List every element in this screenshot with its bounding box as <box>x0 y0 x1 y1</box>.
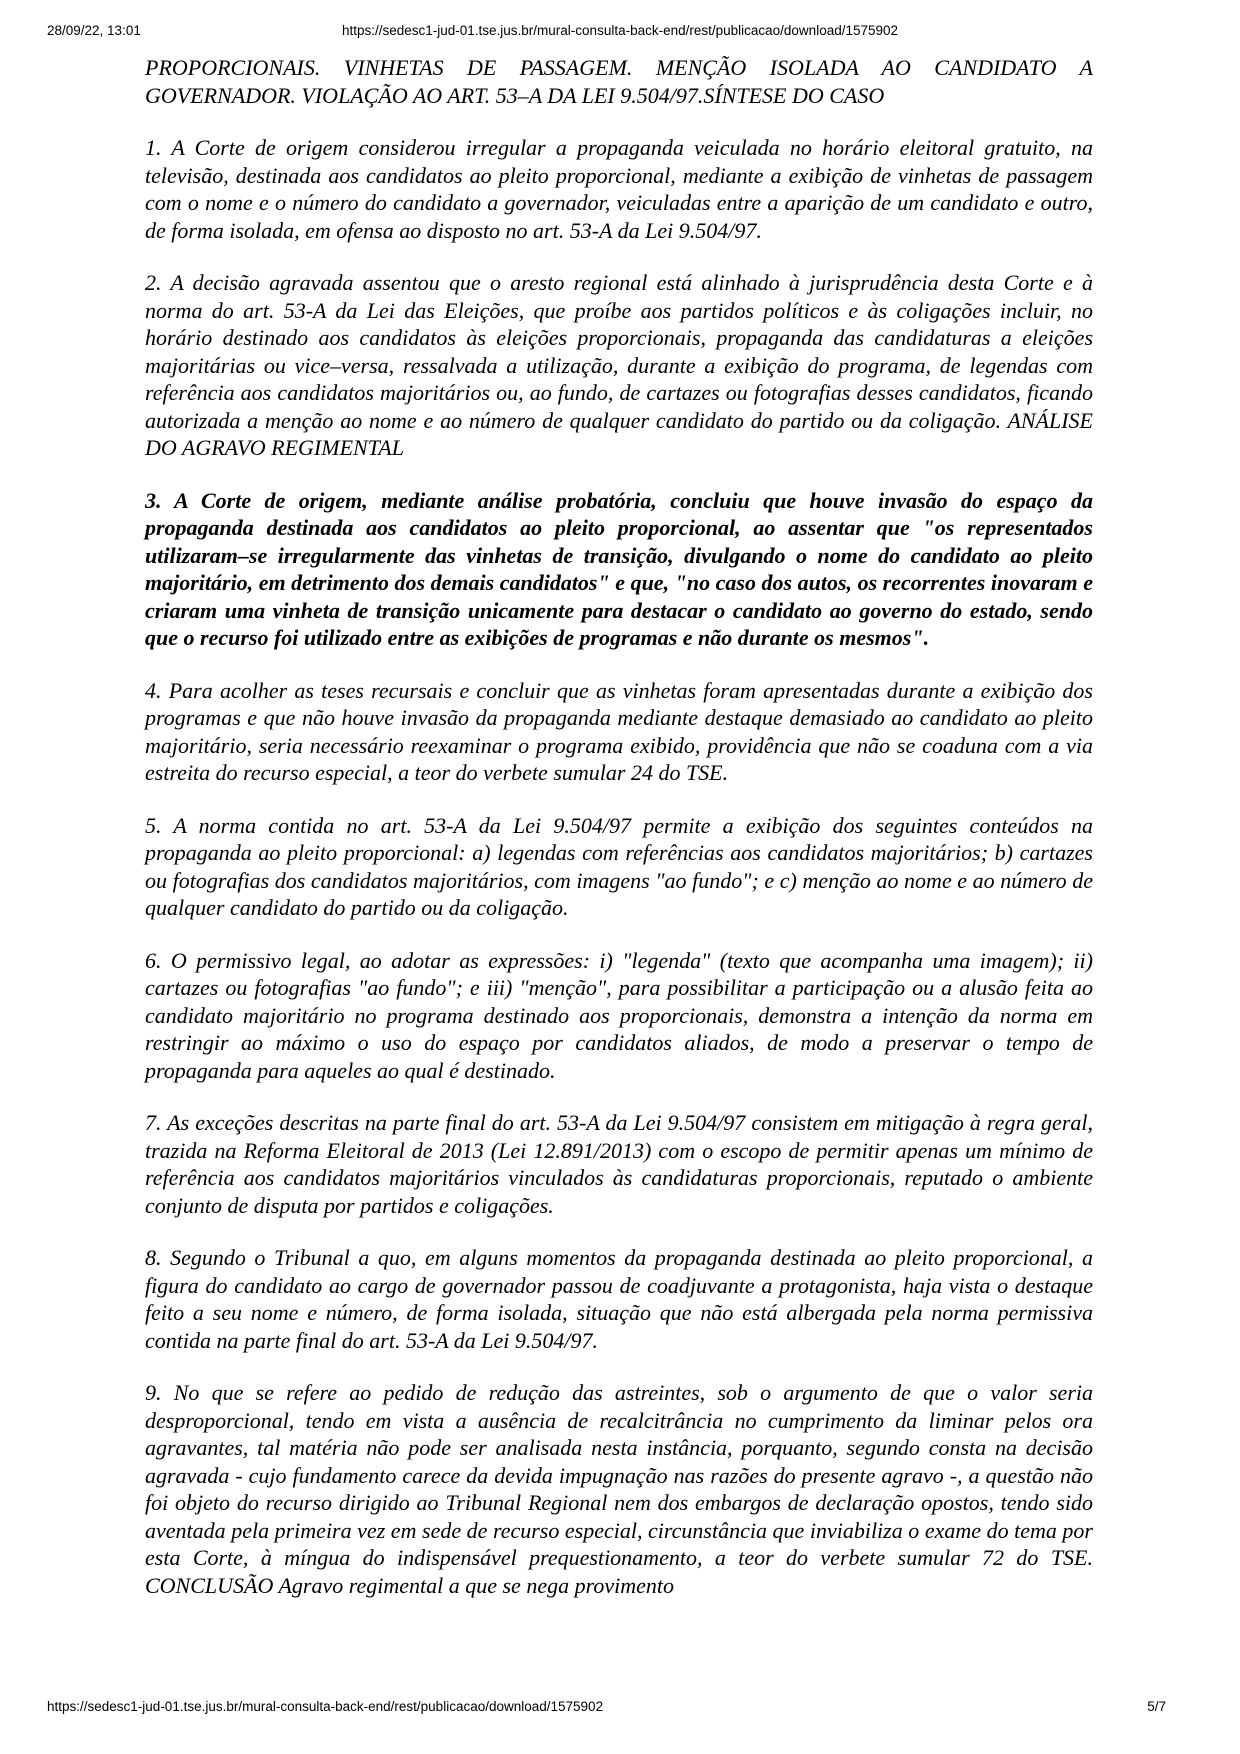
paragraph-list <box>145 134 1093 1599</box>
paragraph-7: 7. As exceções descritas na parte final do art. 53-A da Lei 9.504/97 consistem em mitigação à regra geral, trazida na Reforma Eleitoral de 2013 (Lei 12.891/2013) com o escopo de permitir apenas um mínimo de referência aos candidatos majoritários vinculados às candidaturas proporcionais, reputado o ambiente conjunto de disputa por partidos e coligações. <box>145 1110 1093 1218</box>
print-header <box>0 22 1240 39</box>
case-summary-heading: PROPORCIONAIS. VINHETAS DE PASSAGEM. MENÇÃO ISOLADA AO CANDIDATO A GOVERNADOR. VIOLAÇÃO AO ART. 53–A DA LEI 9.504/97.SÍNTESE DO CASO <box>145 55 1093 108</box>
header-url: https://sedesc1-jud-01.tse.jus.br/mural-consulta-back-end/rest/publicacao/download/1575902 <box>341 23 899 38</box>
footer-url: https://sedesc1-jud-01.tse.jus.br/mural-consulta-back-end/rest/publicacao/download/1575902 <box>47 1699 604 1714</box>
paragraph-2: 2. A decisão agravada assentou que o aresto regional está alinhado à jurisprudência desta Corte e à norma do art. 53-A da Lei das Eleições, que proíbe aos partidos políticos e às coligações incluir, no horário destinado aos candidatos às eleições proporcionais, propaganda das candidaturas a eleições majoritárias ou vice–versa, ressalvada a utilização, durante a exibição do programa, de legendas com referência aos candidatos majoritários ou, ao fundo, de cartazes ou fotografias desses candidatos, ficando autorizada a menção ao nome e ao número de qualquer candidato do partido ou da coligação. ANÁLISE DO AGRAVO REGIMENTAL <box>145 270 1093 460</box>
paragraph-9: 9. No que se refere ao pedido de redução das astreintes, sob o argumento de que o valor seria desproporcional, tendo em vista a ausência de recalcitrância no cumprimento da liminar pelos ora agravantes, tal matéria não pode ser analisada nesta instância, porquanto, segundo consta na decisão agravada - cujo fundamento carece da devida impugnação nas razões do presente agravo -, a questão não foi objeto do recurso dirigido ao Tribunal Regional nem dos embargos de declaração opostos, tendo sido aventada pela primeira vez em sede de recurso especial, circunstância que inviabiliza o exame do tema por esta Corte, à míngua do indispensável prequestionamento, a teor do verbete sumular 72 do TSE. CONCLUSÃO Agravo regimental a que se nega provimento <box>145 1380 1093 1598</box>
paragraph-6: 6. O permissivo legal, ao adotar as expressões: i) "legenda" (texto que acompanha uma imagem); ii) cartazes ou fotografias "ao fundo"; e iii) "menção", para possibilitar a participação ou a alusão feita ao candidato majoritário no programa destinado aos proporcionais, demonstra a intenção da norma em restringir ao máximo o uso do espaço por candidatos aliados, de modo a preservar o tempo de propaganda para aqueles ao qual é destinado. <box>145 947 1093 1083</box>
document-body <box>145 54 1093 1624</box>
paragraph-5: 5. A norma contida no art. 53-A da Lei 9.504/97 permite a exibição dos seguintes conteúdos na propaganda ao pleito proporcional: a) legendas com referências aos candidatos majoritários; b) cartazes ou fotografias dos candidatos majoritários, com imagens "ao fundo"; e c) menção ao nome e ao número de qualquer candidato do partido ou da coligação. <box>145 812 1093 920</box>
paragraph-1: 1. A Corte de origem considerou irregular a propaganda veiculada no horário eleitoral gratuito, na televisão, destinada aos candidatos ao pleito proporcional, mediante a exibição de vinhetas de passagem com o nome e o número do candidato a governador, veiculadas entre a aparição de um candidato e outro, de forma isolada, em ofensa ao disposto no art. 53-A da Lei 9.504/97. <box>145 135 1093 243</box>
paragraph-8: 8. Segundo o Tribunal a quo, em alguns momentos da propaganda destinada ao pleito proporcional, a figura do candidato ao cargo de governador passou de coadjuvante a protagonista, haja vista o destaque feito a seu nome e número, de forma isolada, situação que não está albergada pela norma permissiva contida na parte final do art. 53-A da Lei 9.504/97. <box>145 1245 1093 1353</box>
paragraph-4: 4. Para acolher as teses recursais e concluir que as vinhetas foram apresentadas durante a exibição dos programas e que não houve invasão da propaganda mediante destaque demasiado ao candidato ao pleito majoritário, seria necessário reexaminar o programa exibido, providência que não se coaduna com a via estreita do recurso especial, a teor do verbete sumular 24 do TSE. <box>145 677 1093 785</box>
page-number-indicator: 5/7 <box>1147 1699 1166 1714</box>
header-datetime: 28/09/22, 13:01 <box>47 23 141 38</box>
paragraph-3: 3. A Corte de origem, mediante análise probatória, concluiu que houve invasão do espaço da propaganda destinada aos candidatos ao pleito proporcional, ao assentar que "os representados utilizaram–se irregularmente das vinhetas de transição, divulgando o nome do candidato ao pleito majoritário, em detrimento dos demais candidatos" e que, "no caso dos autos, os recorrentes inovaram e criaram uma vinheta de transição unicamente para destacar o candidato ao governo do estado, sendo que o recurso foi utilizado entre as exibições de programas e não durante os mesmos". <box>145 487 1093 650</box>
